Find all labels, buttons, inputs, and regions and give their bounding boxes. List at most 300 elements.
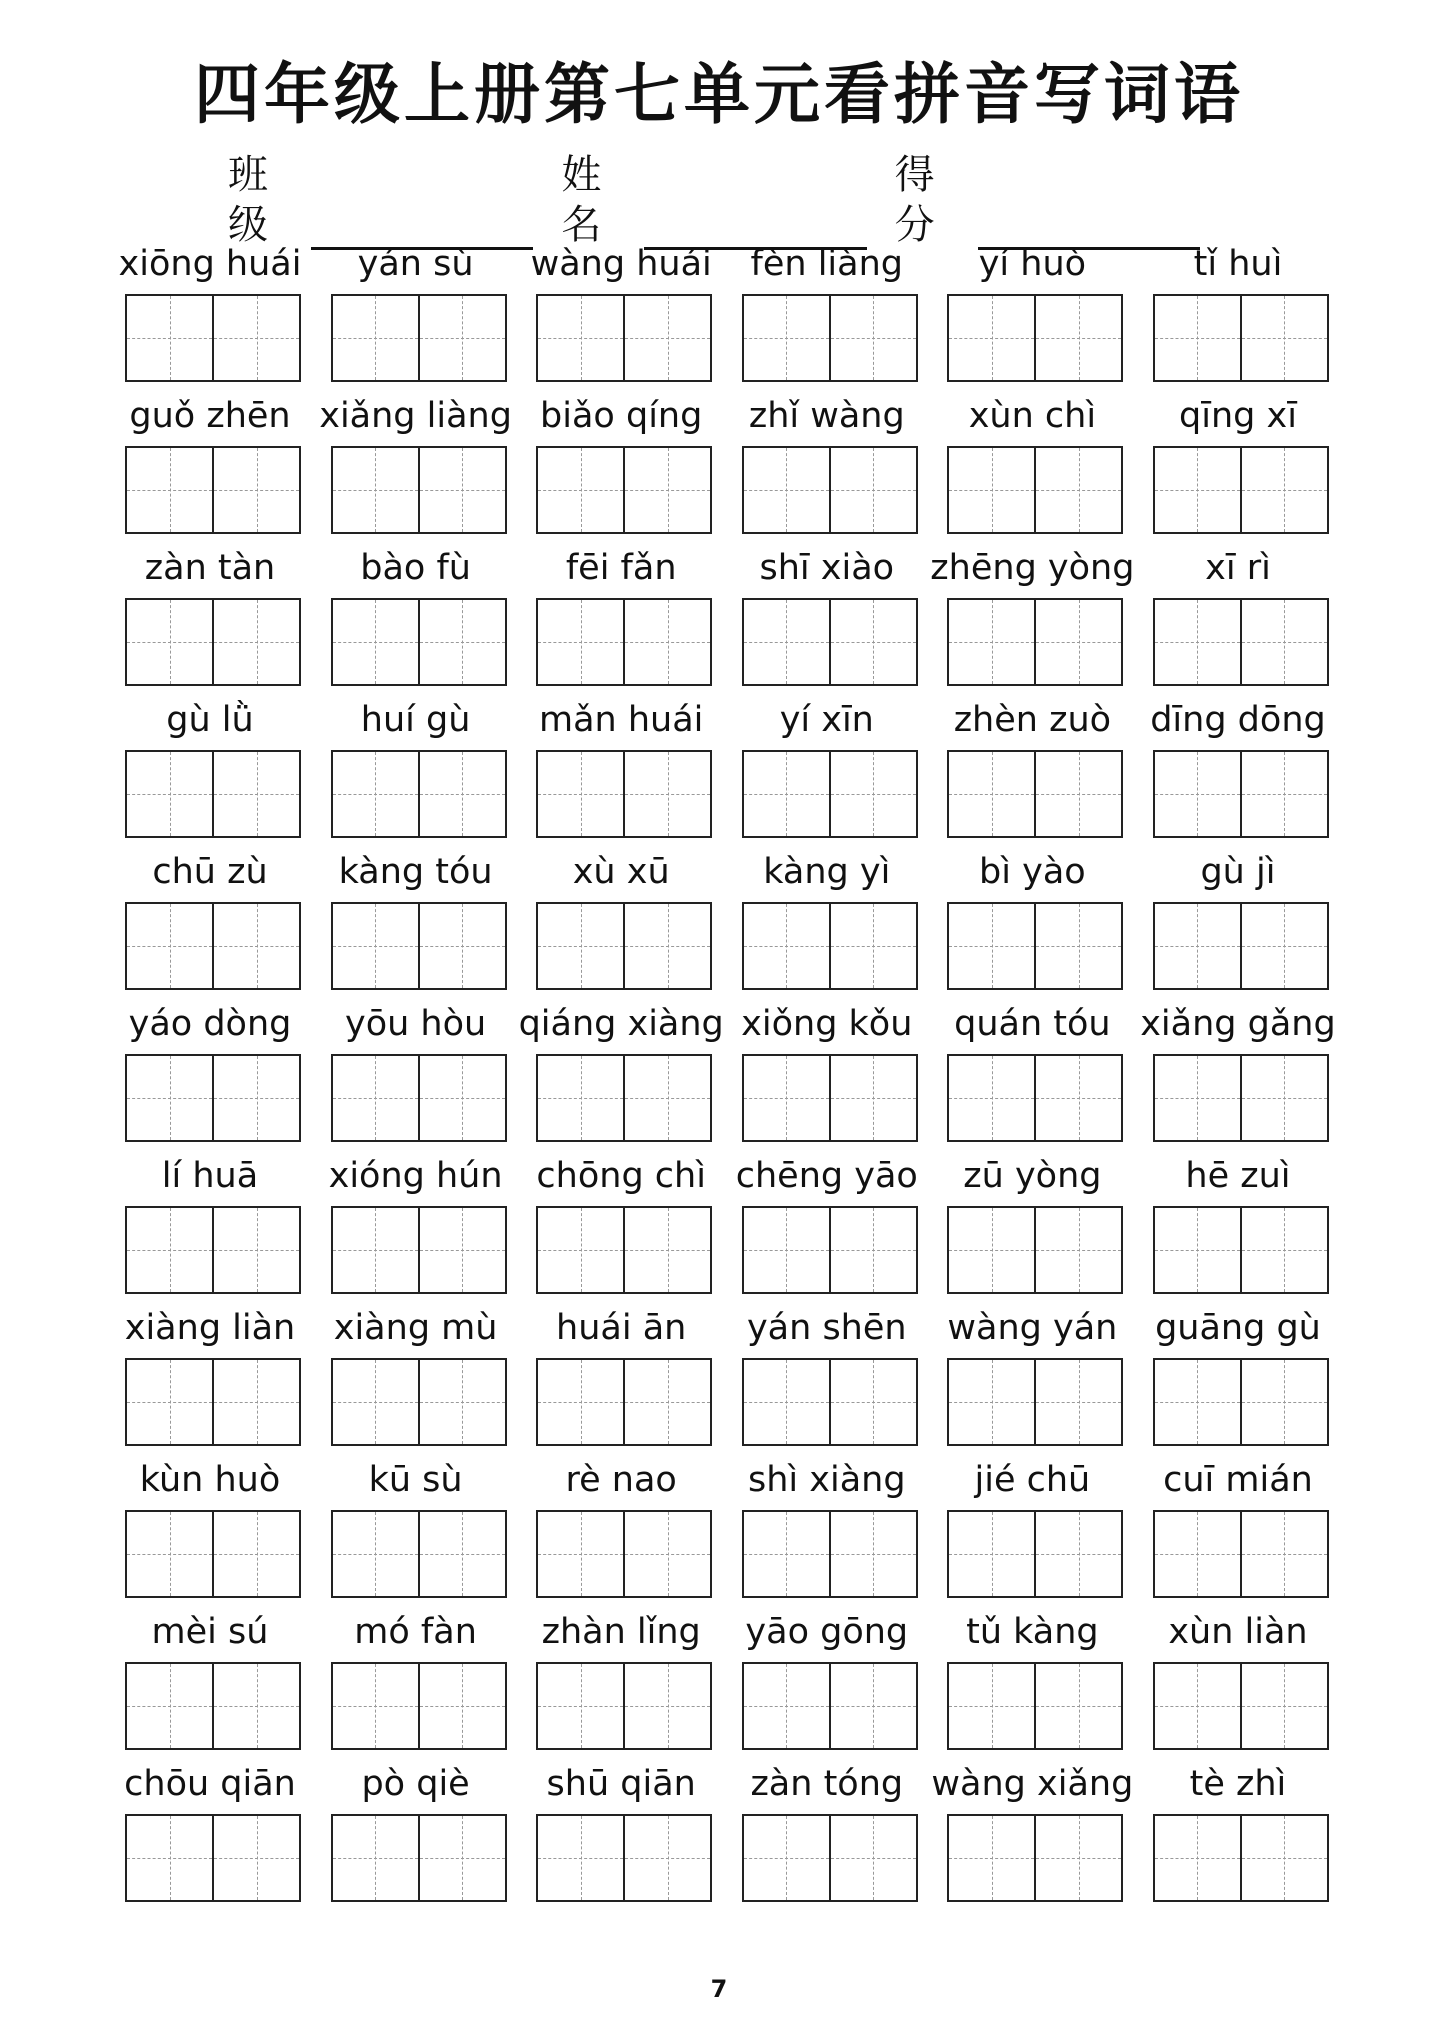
tianzige-box[interactable]	[949, 1512, 1034, 1596]
tianzige-box[interactable]	[212, 1512, 299, 1596]
tianzige-box[interactable]	[623, 1208, 710, 1292]
pinyin-label: yāo gōng	[745, 1612, 909, 1652]
tianzige-box[interactable]	[623, 752, 710, 836]
word-item	[314, 846, 518, 998]
tianzige-box[interactable]	[623, 1056, 710, 1140]
tianzige-box[interactable]	[1034, 1056, 1121, 1140]
tianzige-box[interactable]	[212, 1056, 299, 1140]
pinyin-label: qiáng xiàng	[518, 1004, 724, 1044]
tianzige-box[interactable]	[829, 1512, 916, 1596]
tianzige-box[interactable]	[744, 296, 829, 380]
writing-boxes	[1153, 1662, 1329, 1750]
tianzige-box[interactable]	[418, 448, 505, 532]
pinyin-label: xióng hún	[328, 1156, 503, 1196]
word-item	[1136, 542, 1340, 694]
pinyin-label: mèi sú	[151, 1612, 269, 1652]
pinyin-label: chū zù	[152, 852, 268, 892]
tianzige-box[interactable]	[829, 1360, 916, 1444]
tianzige-box[interactable]	[744, 1360, 829, 1444]
pinyin-label: huí gù	[360, 700, 471, 740]
word-item	[1136, 1758, 1340, 1910]
word-item	[314, 1302, 518, 1454]
pinyin-label: chōng chì	[536, 1156, 706, 1196]
tianzige-box[interactable]	[623, 1816, 710, 1900]
score-field	[895, 150, 1200, 250]
tianzige-box[interactable]	[212, 296, 299, 380]
writing-boxes	[947, 1358, 1123, 1446]
tianzige-box[interactable]	[212, 1664, 299, 1748]
tianzige-box[interactable]	[212, 752, 299, 836]
writing-boxes	[947, 750, 1123, 838]
pinyin-label: yán shēn	[746, 1308, 907, 1348]
word-item	[930, 390, 1134, 542]
writing-boxes	[947, 1054, 1123, 1142]
tianzige-box[interactable]	[127, 1360, 212, 1444]
pinyin-label: rè nao	[565, 1460, 677, 1500]
writing-boxes	[1153, 1358, 1329, 1446]
word-item	[108, 998, 312, 1150]
writing-boxes	[125, 750, 301, 838]
word-item	[519, 1606, 723, 1758]
tianzige-box[interactable]	[829, 1056, 916, 1140]
tianzige-box[interactable]	[949, 904, 1034, 988]
tianzige-box[interactable]	[623, 1664, 710, 1748]
pinyin-label: yí xīn	[779, 700, 874, 740]
tianzige-box[interactable]	[418, 1208, 505, 1292]
pinyin-label: yōu hòu	[344, 1004, 487, 1044]
tianzige-box[interactable]	[418, 752, 505, 836]
word-item	[314, 1150, 518, 1302]
word-item	[519, 846, 723, 998]
writing-boxes	[1153, 1510, 1329, 1598]
tianzige-box[interactable]	[623, 904, 710, 988]
tianzige-box[interactable]	[333, 1512, 418, 1596]
tianzige-box[interactable]	[212, 1208, 299, 1292]
writing-boxes	[742, 750, 918, 838]
writing-boxes	[125, 446, 301, 534]
word-item	[108, 390, 312, 542]
tianzige-box[interactable]	[1034, 904, 1121, 988]
writing-boxes	[742, 1054, 918, 1142]
tianzige-box[interactable]	[744, 600, 829, 684]
pinyin-label: yí huò	[978, 244, 1087, 284]
word-item	[1136, 1454, 1340, 1606]
tianzige-box[interactable]	[829, 296, 916, 380]
tianzige-box[interactable]	[829, 1816, 916, 1900]
tianzige-box[interactable]	[1155, 1512, 1240, 1596]
writing-boxes	[331, 750, 507, 838]
tianzige-box[interactable]	[1155, 448, 1240, 532]
tianzige-box[interactable]	[418, 296, 505, 380]
writing-boxes	[536, 1054, 712, 1142]
word-item	[930, 998, 1134, 1150]
writing-boxes	[125, 1054, 301, 1142]
tianzige-box[interactable]	[949, 1208, 1034, 1292]
word-item	[314, 238, 518, 390]
tianzige-box[interactable]	[212, 448, 299, 532]
tianzige-box[interactable]	[949, 1664, 1034, 1748]
tianzige-box[interactable]	[1240, 1056, 1327, 1140]
tianzige-box[interactable]	[538, 1056, 623, 1140]
word-item	[314, 542, 518, 694]
tianzige-box[interactable]	[127, 1056, 212, 1140]
writing-boxes	[742, 1510, 918, 1598]
writing-boxes	[947, 902, 1123, 990]
tianzige-box[interactable]	[1034, 600, 1121, 684]
tianzige-box[interactable]	[744, 1512, 829, 1596]
tianzige-box[interactable]	[418, 1056, 505, 1140]
tianzige-box[interactable]	[623, 600, 710, 684]
tianzige-box[interactable]	[127, 1208, 212, 1292]
word-item	[519, 694, 723, 846]
tianzige-box[interactable]	[1240, 600, 1327, 684]
tianzige-box[interactable]	[1240, 752, 1327, 836]
word-item	[519, 1454, 723, 1606]
tianzige-box[interactable]	[418, 600, 505, 684]
word-item	[725, 1150, 929, 1302]
tianzige-box[interactable]	[744, 1664, 829, 1748]
tianzige-box[interactable]	[1034, 1208, 1121, 1292]
pinyin-label: wàng huái	[530, 244, 712, 284]
tianzige-box[interactable]	[127, 1664, 212, 1748]
writing-boxes	[331, 598, 507, 686]
tianzige-box[interactable]	[538, 1360, 623, 1444]
tianzige-box[interactable]	[418, 1664, 505, 1748]
tianzige-box[interactable]	[1240, 1816, 1327, 1900]
tianzige-box[interactable]	[1155, 1056, 1240, 1140]
pinyin-label: xiǎng gǎng	[1140, 1004, 1336, 1044]
writing-boxes	[536, 902, 712, 990]
pinyin-label: chēng yāo	[735, 1156, 918, 1196]
writing-boxes	[536, 294, 712, 382]
word-item	[519, 238, 723, 390]
word-item	[930, 846, 1134, 998]
pinyin-label: bì yào	[979, 852, 1086, 892]
tianzige-box[interactable]	[333, 752, 418, 836]
writing-boxes	[947, 1510, 1123, 1598]
pinyin-label: zū yòng	[963, 1156, 1102, 1196]
word-item	[519, 1150, 723, 1302]
word-item	[314, 694, 518, 846]
tianzige-box[interactable]	[127, 1816, 212, 1900]
tianzige-box[interactable]	[333, 1664, 418, 1748]
pinyin-label: fēi fǎn	[565, 548, 677, 588]
tianzige-box[interactable]	[1034, 1664, 1121, 1748]
word-item	[519, 542, 723, 694]
tianzige-box[interactable]	[212, 1360, 299, 1444]
tianzige-box[interactable]	[1240, 1512, 1327, 1596]
pinyin-label: zhēng yòng	[930, 548, 1135, 588]
score-label: 得分	[894, 152, 935, 248]
tianzige-box[interactable]	[127, 448, 212, 532]
tianzige-box[interactable]	[418, 1816, 505, 1900]
tianzige-box[interactable]	[418, 1360, 505, 1444]
pinyin-label: xiǎng liàng	[319, 396, 512, 436]
writing-boxes	[331, 446, 507, 534]
tianzige-box[interactable]	[538, 752, 623, 836]
pinyin-label: yán sù	[357, 244, 474, 284]
writing-boxes	[1153, 1814, 1329, 1902]
word-item	[314, 1606, 518, 1758]
tianzige-box[interactable]	[949, 752, 1034, 836]
pinyin-label: cuī mián	[1163, 1460, 1313, 1500]
tianzige-box[interactable]	[744, 448, 829, 532]
tianzige-box[interactable]	[949, 296, 1034, 380]
writing-boxes	[947, 294, 1123, 382]
writing-boxes	[331, 294, 507, 382]
writing-boxes	[331, 1358, 507, 1446]
writing-boxes	[742, 1206, 918, 1294]
tianzige-box[interactable]	[1240, 448, 1327, 532]
tianzige-box[interactable]	[949, 448, 1034, 532]
word-item	[1136, 1606, 1340, 1758]
tianzige-box[interactable]	[1034, 1360, 1121, 1444]
word-item	[725, 694, 929, 846]
writing-boxes	[1153, 1054, 1329, 1142]
writing-boxes	[536, 598, 712, 686]
writing-boxes	[125, 1358, 301, 1446]
word-item	[108, 542, 312, 694]
word-item	[725, 1606, 929, 1758]
writing-boxes	[947, 446, 1123, 534]
word-item	[108, 1150, 312, 1302]
pinyin-label: xiǒng kǒu	[741, 1004, 913, 1044]
writing-boxes	[1153, 902, 1329, 990]
tianzige-box[interactable]	[538, 1512, 623, 1596]
pinyin-label: yáo dòng	[128, 1004, 292, 1044]
word-item	[725, 1758, 929, 1910]
pinyin-label: wàng xiǎng	[931, 1764, 1134, 1804]
writing-boxes	[536, 750, 712, 838]
writing-boxes	[742, 1814, 918, 1902]
pinyin-label: xī rì	[1205, 548, 1271, 588]
word-item	[930, 1758, 1134, 1910]
word-item	[314, 1758, 518, 1910]
writing-boxes	[536, 1510, 712, 1598]
tianzige-box[interactable]	[538, 1208, 623, 1292]
pinyin-label: lí huā	[161, 1156, 259, 1196]
tianzige-box[interactable]	[1155, 1208, 1240, 1292]
tianzige-box[interactable]	[333, 1208, 418, 1292]
word-item	[519, 998, 723, 1150]
tianzige-box[interactable]	[744, 904, 829, 988]
word-item	[725, 1302, 929, 1454]
writing-boxes	[1153, 1206, 1329, 1294]
pinyin-label: bào fù	[360, 548, 471, 588]
writing-boxes	[742, 598, 918, 686]
tianzige-box[interactable]	[1034, 448, 1121, 532]
word-item	[930, 694, 1134, 846]
tianzige-box[interactable]	[1240, 1208, 1327, 1292]
tianzige-box[interactable]	[333, 600, 418, 684]
writing-boxes	[742, 294, 918, 382]
writing-boxes	[125, 1510, 301, 1598]
tianzige-box[interactable]	[1155, 1664, 1240, 1748]
pinyin-label: xùn liàn	[1168, 1612, 1308, 1652]
tianzige-box[interactable]	[829, 904, 916, 988]
word-item	[108, 238, 312, 390]
tianzige-box[interactable]	[333, 448, 418, 532]
class-label: 班级	[228, 152, 268, 248]
writing-boxes	[947, 1206, 1123, 1294]
tianzige-box[interactable]	[1155, 904, 1240, 988]
class-field	[228, 150, 533, 250]
word-item	[1136, 238, 1340, 390]
writing-boxes	[536, 1814, 712, 1902]
pinyin-label: guāng gù	[1155, 1308, 1321, 1348]
tianzige-box[interactable]	[538, 904, 623, 988]
pinyin-label: quán tóu	[954, 1004, 1111, 1044]
tianzige-box[interactable]	[949, 1816, 1034, 1900]
pinyin-label: shī xiào	[759, 548, 895, 588]
tianzige-box[interactable]	[1240, 1664, 1327, 1748]
word-item	[1136, 694, 1340, 846]
tianzige-box[interactable]	[538, 448, 623, 532]
writing-boxes	[125, 902, 301, 990]
tianzige-box[interactable]	[744, 1056, 829, 1140]
pinyin-label: xiàng mù	[333, 1308, 498, 1348]
word-item	[930, 542, 1134, 694]
tianzige-box[interactable]	[127, 600, 212, 684]
word-item	[314, 998, 518, 1150]
pinyin-label: xù xū	[572, 852, 670, 892]
word-item	[725, 238, 929, 390]
word-item	[725, 846, 929, 998]
tianzige-box[interactable]	[127, 1512, 212, 1596]
tianzige-box[interactable]	[1034, 1512, 1121, 1596]
writing-boxes	[125, 598, 301, 686]
student-info	[228, 150, 1228, 250]
tianzige-box[interactable]	[1155, 296, 1240, 380]
tianzige-box[interactable]	[1034, 1816, 1121, 1900]
tianzige-box[interactable]	[829, 752, 916, 836]
tianzige-box[interactable]	[1155, 600, 1240, 684]
pinyin-label: qīng xī	[1179, 396, 1297, 436]
pinyin-label: zhèn zuò	[953, 700, 1112, 740]
tianzige-box[interactable]	[1240, 1360, 1327, 1444]
pinyin-label: fèn liàng	[750, 244, 904, 284]
tianzige-box[interactable]	[829, 1208, 916, 1292]
writing-boxes	[536, 1206, 712, 1294]
writing-boxes	[742, 1662, 918, 1750]
tianzige-box[interactable]	[1034, 752, 1121, 836]
word-item	[1136, 846, 1340, 998]
tianzige-box[interactable]	[538, 600, 623, 684]
tianzige-box[interactable]	[127, 296, 212, 380]
pinyin-label: xùn chì	[968, 396, 1097, 436]
pinyin-label: hē zuì	[1185, 1156, 1291, 1196]
tianzige-box[interactable]	[333, 1816, 418, 1900]
writing-boxes	[742, 446, 918, 534]
tianzige-box[interactable]	[212, 904, 299, 988]
pinyin-label: kùn huò	[139, 1460, 281, 1500]
writing-boxes	[331, 1206, 507, 1294]
writing-boxes	[331, 1662, 507, 1750]
tianzige-box[interactable]	[538, 1664, 623, 1748]
tianzige-box[interactable]	[418, 904, 505, 988]
tianzige-box[interactable]	[623, 296, 710, 380]
tianzige-box[interactable]	[1155, 1816, 1240, 1900]
tianzige-box[interactable]	[212, 600, 299, 684]
tianzige-box[interactable]	[333, 904, 418, 988]
word-item	[1136, 1302, 1340, 1454]
word-item	[930, 1454, 1134, 1606]
tianzige-box[interactable]	[1155, 752, 1240, 836]
tianzige-box[interactable]	[538, 296, 623, 380]
tianzige-box[interactable]	[949, 600, 1034, 684]
writing-boxes	[1153, 598, 1329, 686]
word-item	[108, 1454, 312, 1606]
tianzige-box[interactable]	[744, 1208, 829, 1292]
writing-boxes	[1153, 750, 1329, 838]
pinyin-label: zhàn lǐng	[541, 1612, 701, 1652]
tianzige-box[interactable]	[127, 752, 212, 836]
pinyin-label: mó fàn	[354, 1612, 477, 1652]
tianzige-box[interactable]	[333, 296, 418, 380]
word-item	[1136, 1150, 1340, 1302]
tianzige-box[interactable]	[418, 1512, 505, 1596]
writing-boxes	[125, 1206, 301, 1294]
writing-boxes	[947, 1814, 1123, 1902]
pinyin-label: zhǐ wàng	[748, 396, 905, 436]
tianzige-box[interactable]	[212, 1816, 299, 1900]
tianzige-box[interactable]	[333, 1360, 418, 1444]
word-item	[930, 1606, 1134, 1758]
tianzige-box[interactable]	[949, 1056, 1034, 1140]
tianzige-box[interactable]	[829, 448, 916, 532]
pinyin-label: shū qiān	[546, 1764, 696, 1804]
word-item	[519, 1302, 723, 1454]
tianzige-box[interactable]	[333, 1056, 418, 1140]
tianzige-box[interactable]	[127, 904, 212, 988]
pinyin-label: pò qiè	[361, 1764, 470, 1804]
word-item	[930, 238, 1134, 390]
name-field	[561, 150, 866, 250]
tianzige-box[interactable]	[829, 1664, 916, 1748]
writing-boxes	[1153, 294, 1329, 382]
tianzige-box[interactable]	[744, 752, 829, 836]
writing-boxes	[125, 294, 301, 382]
word-item	[725, 390, 929, 542]
tianzige-box[interactable]	[1240, 296, 1327, 380]
word-item	[519, 1758, 723, 1910]
word-item	[108, 1758, 312, 1910]
tianzige-box[interactable]	[623, 1512, 710, 1596]
writing-boxes	[742, 902, 918, 990]
writing-boxes	[536, 1358, 712, 1446]
pinyin-label: zàn tàn	[144, 548, 276, 588]
pinyin-label: mǎn huái	[538, 700, 704, 740]
tianzige-box[interactable]	[538, 1816, 623, 1900]
tianzige-box[interactable]	[1034, 296, 1121, 380]
pinyin-label: tǐ huì	[1193, 244, 1283, 284]
writing-boxes	[331, 1510, 507, 1598]
tianzige-box[interactable]	[623, 448, 710, 532]
word-item	[519, 390, 723, 542]
page-title: 四年级上册第七单元看拼音写词语	[194, 56, 1244, 133]
tianzige-box[interactable]	[949, 1360, 1034, 1444]
tianzige-box[interactable]	[829, 600, 916, 684]
tianzige-box[interactable]	[1240, 904, 1327, 988]
tianzige-box[interactable]	[623, 1360, 710, 1444]
writing-boxes	[331, 1814, 507, 1902]
pinyin-label: tè zhì	[1189, 1764, 1287, 1804]
pinyin-label: kū sù	[368, 1460, 463, 1500]
tianzige-box[interactable]	[1155, 1360, 1240, 1444]
pinyin-label: xiōng huái	[118, 244, 302, 284]
tianzige-box[interactable]	[744, 1816, 829, 1900]
pinyin-label: tǔ kàng	[966, 1612, 1099, 1652]
